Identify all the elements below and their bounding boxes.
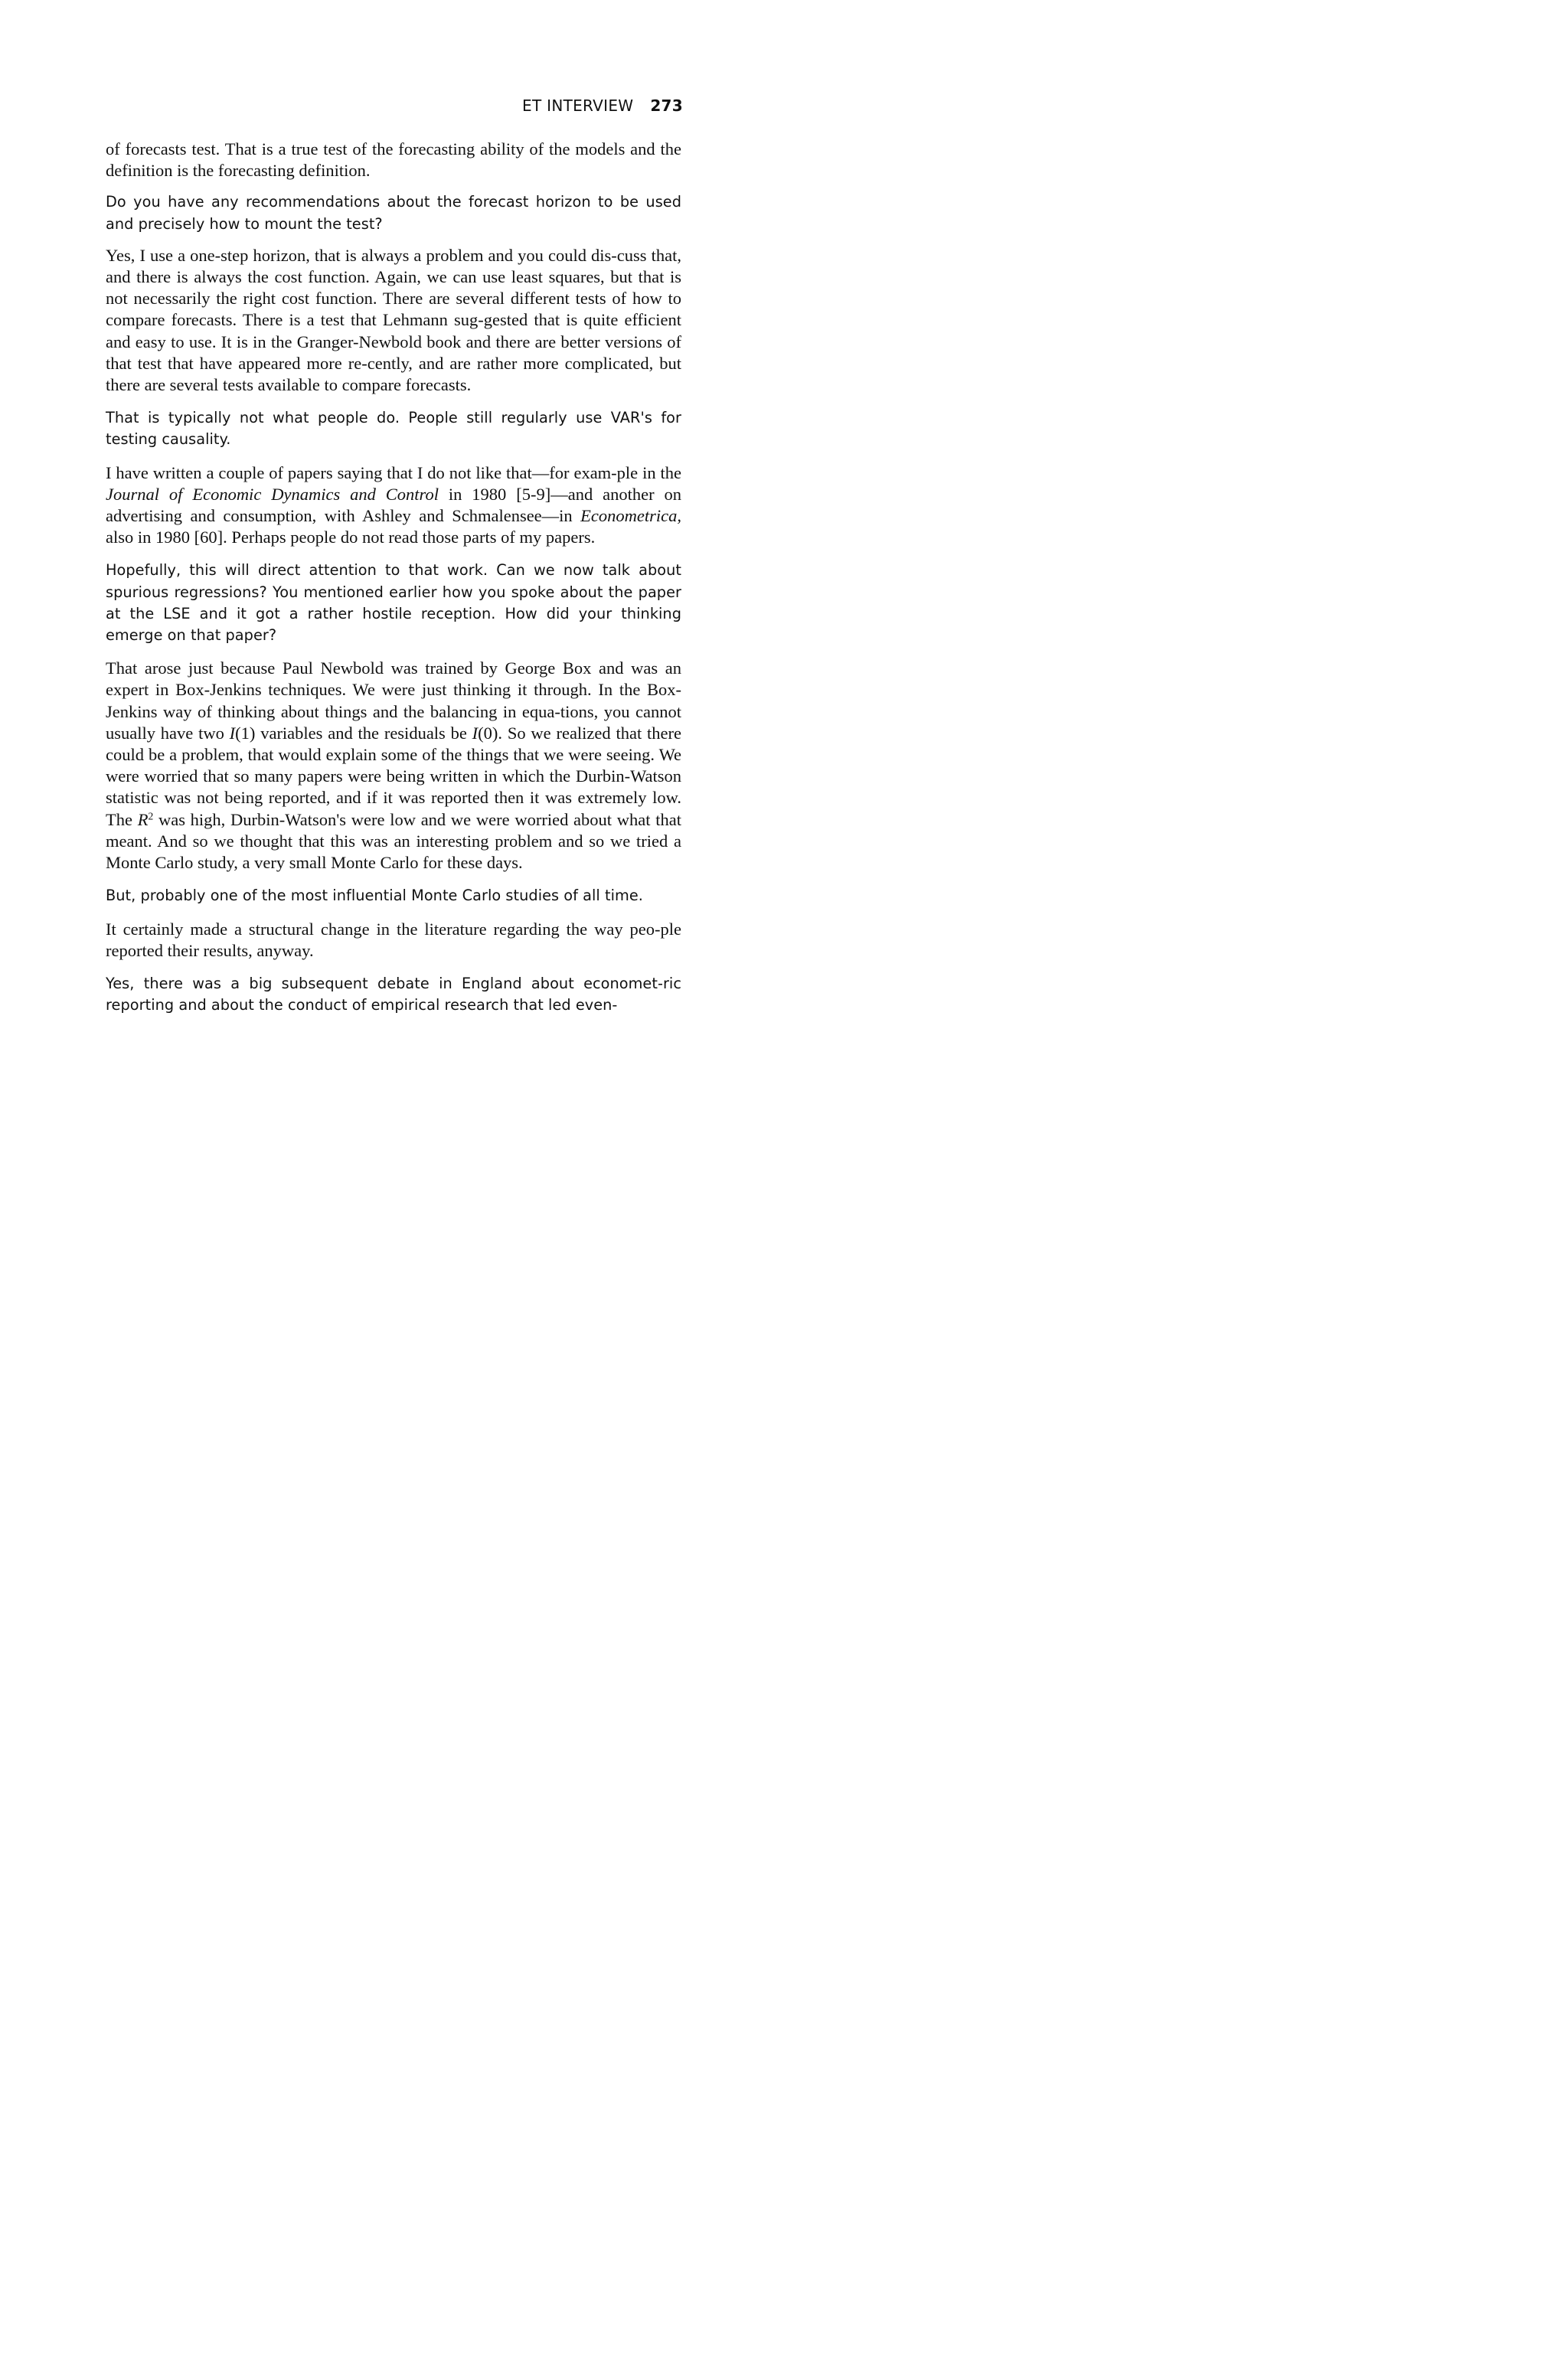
question-paragraph: But, probably one of the most influential Monte Carlo studies of all time. [106,887,643,905]
text-segment: (0). So we realized that there could be a problem, that would explain some of the things that we were seeing. We were worried that so many papers were being written in which the Durbin-Watson statistic was not being reported, and if it was reported then it was extremely low. The [106,723,681,829]
journal-title: Econometrica, [580,506,681,526]
question-paragraph: That is typically not what people do. People still regularly use VAR's for testing causality. [106,409,681,449]
journal-title: Journal of Economic Dynamics and Control [106,484,439,504]
text-segment: (1) variables and the residuals be [235,723,472,743]
answer-paragraph: of forecasts test. That is a true test of the forecasting ability of the models and the definition is the forecasting definition. [106,139,681,181]
answer-paragraph: It certainly made a structural change in the literature regarding the way peo-ple reported their results, anyway. [106,919,681,960]
page-number: 273 [650,96,683,115]
text-segment: That arose just because Paul Newbold was trained by George Box and was an expert in Box-Jenkins techniques. We were just thinking it through. In the Box-Jenkins way of thinking about things and the balancing in equa-tions, you cannot usually have two [106,658,681,743]
text-segment: I have written a couple of papers saying that I do not like that—for exam-ple in the [106,462,681,482]
text-segment: was high, Durbin-Watson's were low and we were worried about what that meant. And so we thought that this was an interesting problem and so we tried a Monte Carlo study, a very small Monte Carlo for these days. [106,809,681,873]
running-head [459,96,683,115]
superscript: 2 [148,810,154,822]
math-symbol: I [229,723,236,743]
text-segment: in 1980 [5-9]—and another on advertising and consumption, with Ashley and Schmalensee—in [106,484,681,526]
math-symbol: R [137,809,149,829]
answer-paragraph [106,658,681,874]
answer-paragraph: Yes, I use a one-step horizon, that is always a problem and you could dis-cuss that, and there is always the cost function. Again, we can use least squares, but that is not necessarily the right cost function. There are several different tests of how to compare forecasts. There is a test that Lehmann sug-gested that is quite efficient and easy to use. It is in the Granger-Newbold book and there are better versions of that test that have appeared more re-cently, and are rather more complicated, but there are several tests available to compare forecasts. [106,245,681,395]
running-title: ET INTERVIEW [522,96,634,115]
interview-body [106,139,681,1016]
question-paragraph: Yes, there was a big subsequent debate in England about economet-ric reporting and about the conduct of empirical research that led even- [106,974,681,1014]
math-symbol: I [472,723,479,743]
question-paragraph: Do you have any recommendations about the forecast horizon to be used and precisely how to mount the test? [106,193,681,233]
book-page [0,0,798,1183]
answer-paragraph [106,462,681,549]
question-paragraph: Hopefully, this will direct attention to that work. Can we now talk about spurious regressions? You mentioned earlier how you spoke about the paper at the LSE and it got a rather hostile reception. How did your thinking emerge on that paper? [106,561,681,645]
text-segment: also in 1980 [60]. Perhaps people do not read those parts of my papers. [106,528,596,547]
